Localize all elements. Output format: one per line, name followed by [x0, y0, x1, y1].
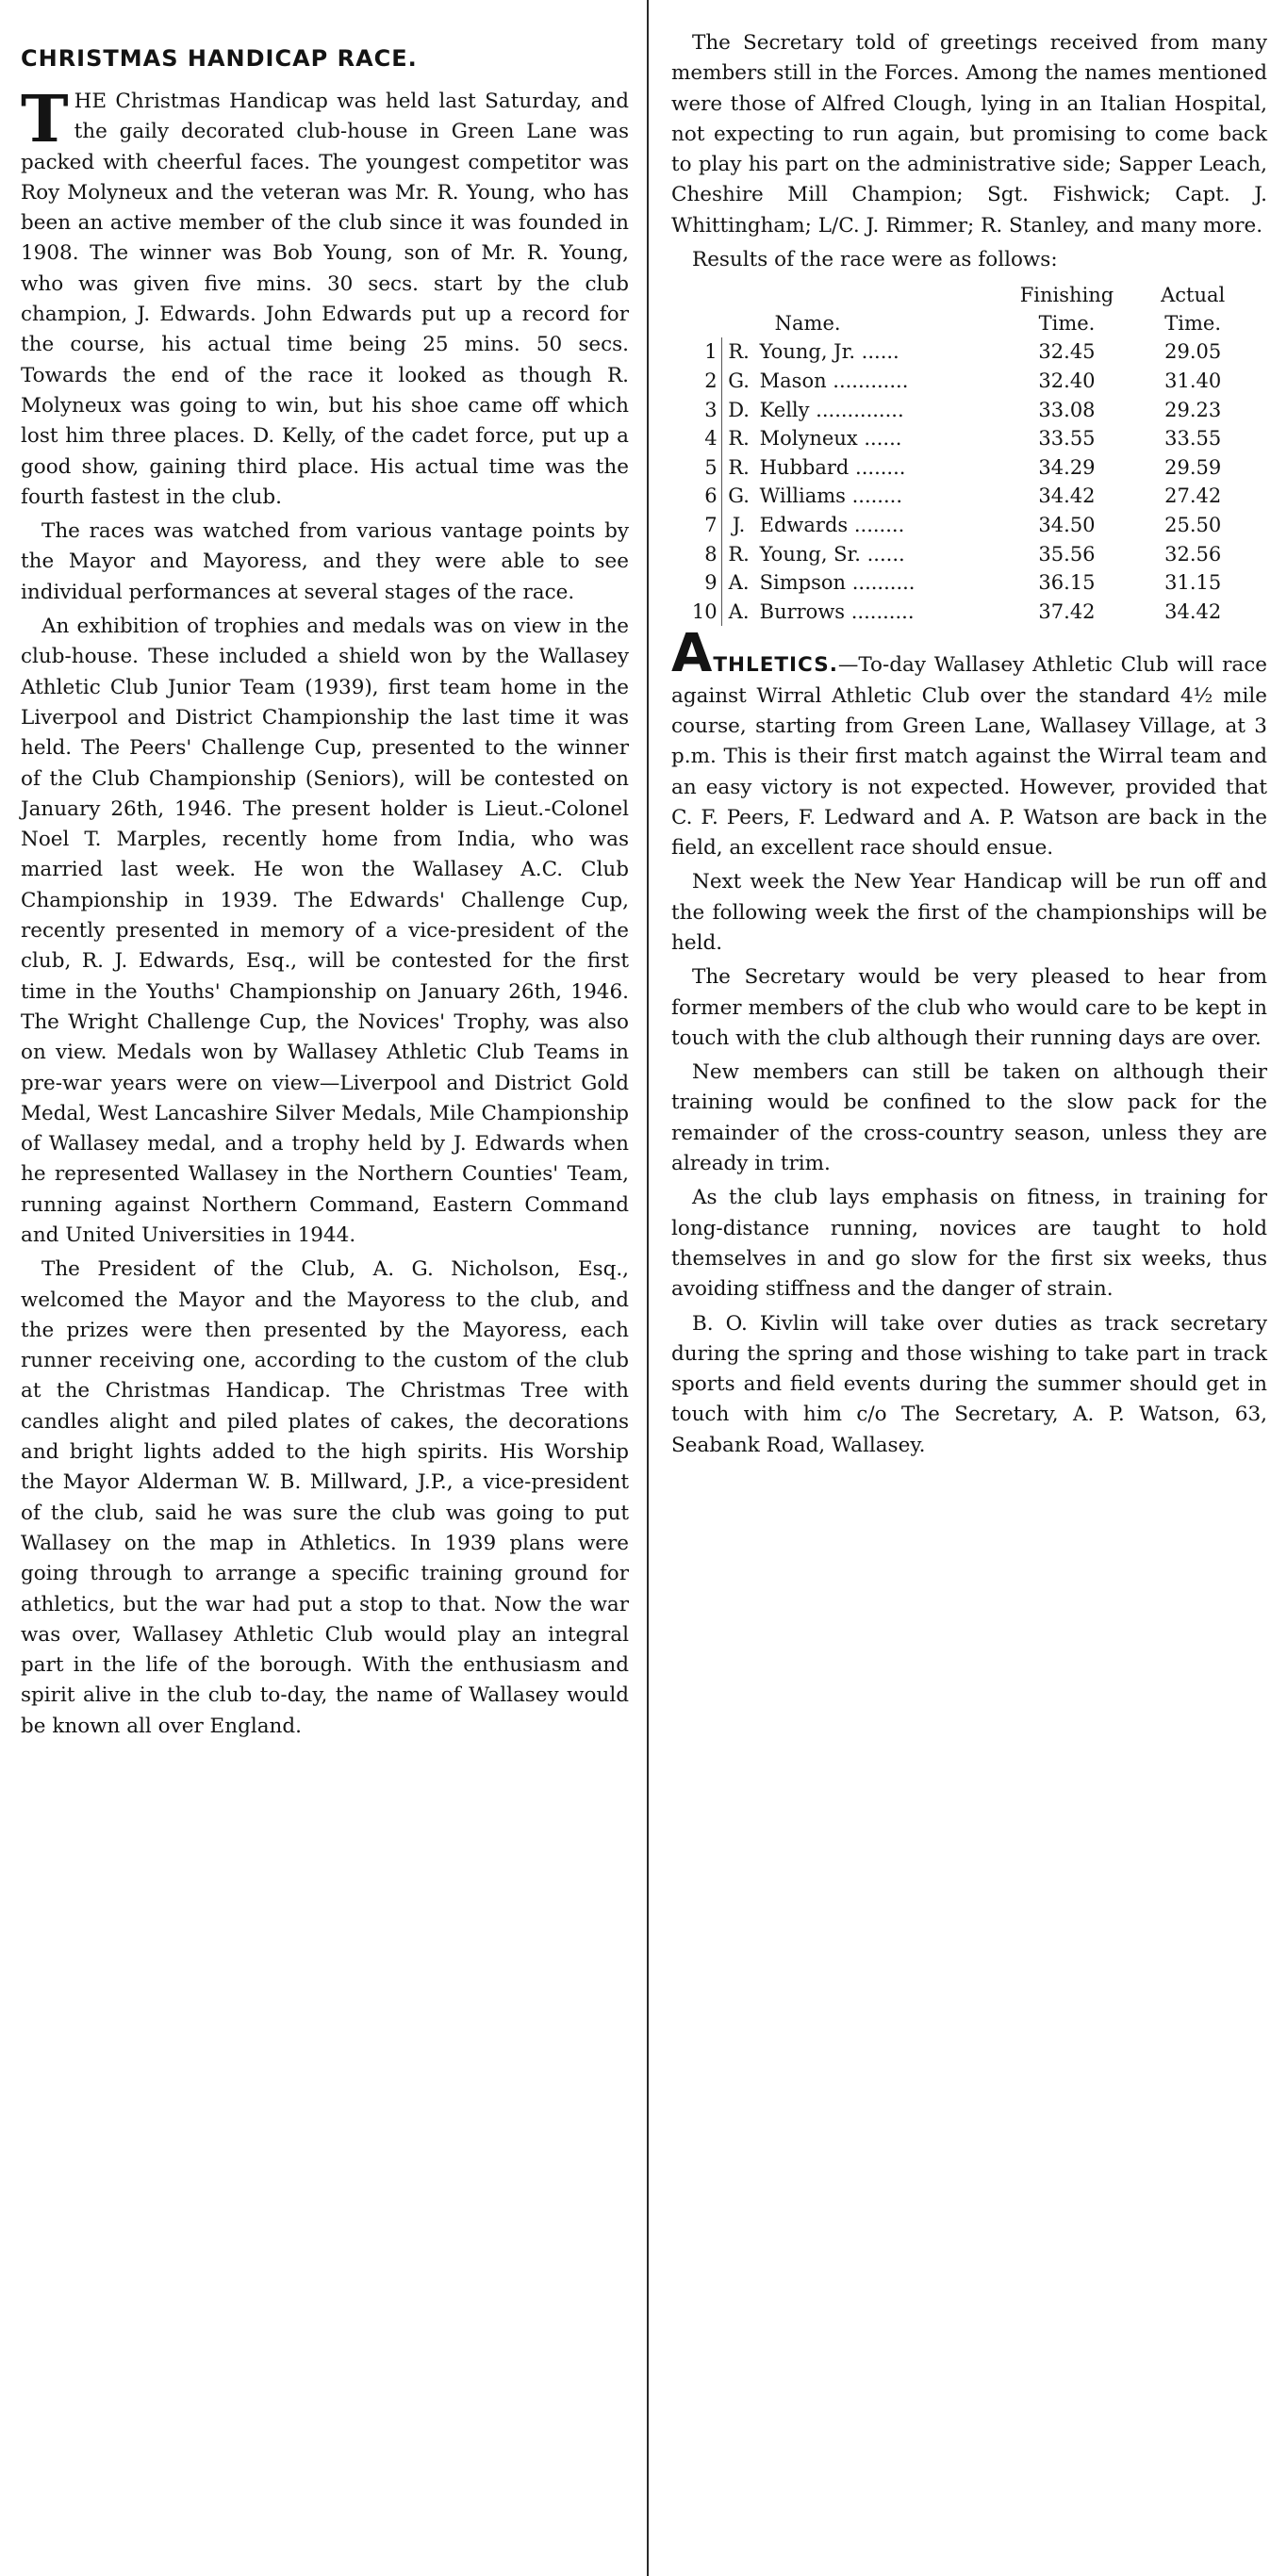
results-row — [679, 453, 1256, 483]
results-position: 5 — [704, 455, 718, 479]
results-initial: J. — [721, 511, 756, 540]
article-paragraph-4: The President of the Club, A. G. Nicholson, Esq., welcomed the Mayor and the Mayoress to the club, and the prizes were then presented by the Mayoress, each runner receiving one, according to the custom of the club at the Christmas Handicap. The Christmas Tree with candles alight and piled plates of cakes, the decorations and bright lights added to the high spirits. His Worship the Mayor Alderman W. B. Millward, J.P., a vice-president of the club, said he was sure the club was going to put Wallasey on the map in Athletics. In 1939 plans were going through to arrange a specific training ground for athletics, but the war had put a stop to that. Now the war was over, Wallasey Athletic Club would play an integral part in the life of the borough. With the enthusiasm and spirit alive in the club to-day, the name of Wallasey would be known all over England. — [21, 1257, 629, 1738]
results-name: Hubbard ........ — [759, 455, 906, 479]
results-actual-time: 29.05 — [1164, 340, 1222, 364]
fitness-paragraph: As the club lays emphasis on fitness, in training for long-distance running, novices are taught to hold themselves in and go slow for the first six weeks, thus avoiding stiffness and the danger of strain. — [671, 1186, 1267, 1302]
results-name: Molyneux ...... — [759, 427, 902, 451]
results-position: 3 — [704, 398, 718, 421]
results-row — [679, 598, 1256, 627]
results-name: Simpson .......... — [759, 571, 916, 595]
results-header-finishing-time: Finishing Time. — [1019, 284, 1114, 336]
results-actual-time: 33.55 — [1164, 427, 1222, 451]
results-row — [679, 367, 1256, 396]
results-finishing-time: 33.55 — [1038, 427, 1096, 451]
results-position: 7 — [704, 513, 718, 536]
results-header-actual-time: Actual Time. — [1161, 284, 1226, 336]
results-initial: R. — [721, 453, 756, 483]
results-name: Williams ........ — [759, 484, 903, 508]
results-initial: G. — [721, 367, 756, 396]
results-initial: A. — [721, 598, 756, 627]
results-name: Edwards ........ — [759, 513, 905, 536]
results-row — [679, 540, 1256, 569]
left-column — [21, 45, 629, 1746]
column-divider — [647, 0, 649, 2576]
results-name: Young, Jr. ...... — [759, 340, 899, 364]
results-actual-time: 29.23 — [1164, 398, 1222, 421]
results-finishing-time: 32.45 — [1038, 340, 1096, 364]
results-actual-time: 29.59 — [1164, 455, 1222, 479]
results-name: Burrows .......... — [759, 599, 915, 623]
results-initial: A. — [721, 568, 756, 598]
results-finishing-time: 34.50 — [1038, 513, 1096, 536]
results-table — [679, 281, 1256, 626]
results-initial: D. — [721, 396, 756, 425]
athletics-text: —To-day Wallasey Athletic Club will race against Wirral Athletic Club over the standard 4½ mile course, starting from Green Lane, Wallasey Village, at 3 p.m. This is their first match against the Wirral team and an easy victory is not expected. However, provided that C. F. Peers, F. Ledward and A. P. Watson are back in the field, an excellent race should ensue. — [671, 653, 1267, 861]
results-position: 8 — [704, 542, 718, 566]
results-body — [679, 337, 1256, 626]
results-name: Kelly .............. — [759, 398, 904, 421]
results-initial: R. — [721, 337, 756, 367]
results-position: 1 — [704, 340, 718, 364]
results-row — [679, 482, 1256, 511]
athletics-initial: A — [671, 623, 714, 685]
results-position: 4 — [704, 427, 718, 451]
new-members-paragraph: New members can still be taken on although their training would be confined to the slow pack for the remainder of the cross-country season, unless they are already in trim. — [671, 1060, 1267, 1176]
headline: CHRISTMAS HANDICAP RACE. — [21, 45, 418, 72]
results-position: 10 — [691, 599, 718, 623]
athletics-lead — [671, 623, 838, 685]
results-finishing-time: 34.42 — [1038, 484, 1096, 508]
results-row — [679, 337, 1256, 367]
article-paragraph-2: The races was watched from various vantage points by the Mayor and Mayoress, and they were able to see individual performances at several stages of the race. — [21, 519, 629, 604]
results-position: 9 — [704, 571, 718, 595]
results-actual-time: 32.56 — [1164, 542, 1222, 566]
results-header-name: Name. — [774, 312, 841, 336]
article-paragraph-3: An exhibition of trophies and medals was on view in the club-house. These included a shield won by the Wallasey Athletic Club Junior Team (1939), first team home in the Liverpool and District Championship the last time it was held. The Peers' Challenge Cup, presented to the winner of the Club Championship (Seniors), will be contested on January 26th, 1946. The present holder is Lieut.-Colonel Noel T. Marples, recently home from India, who was married last week. He won the Wallasey A.C. Club Championship in 1939. The Edwards' Challenge Cup, recently presented in memory of a vice-president of the club, R. J. Edwards, Esq., will be contested for the first time in the Youths' Championship on January 26th, 1946. The Wright Challenge Cup, the Novices' Trophy, was also on view. Medals won by Wallasey Athletic Club Teams in pre-war years were on view—Liverpool and District Gold Medal, West Lancashire Silver Medals, Mile Championship of Wallasey medal, and a trophy held by J. Edwards when he represented Wallasey in the Northern Counties' Team, running against Northern Command, Eastern Command and United Universities in 1944. — [21, 615, 629, 1247]
results-row — [679, 511, 1256, 540]
results-name: Mason ............ — [759, 369, 909, 392]
results-row — [679, 396, 1256, 425]
results-initial: R. — [721, 540, 756, 569]
secretary-greetings-paragraph: The Secretary told of greetings received from many members still in the Forces. Among the names mentioned were those of Alfred Clough, lying in an Italian Hospital, not expecting to run again, but promising to come back to play his part on the administrative side; Sapper Leach, Cheshire Mill Champion; Sgt. Fishwick; Capt. J. Whittingham; L/C. J. Rimmer; R. Stanley, and many more. — [671, 31, 1267, 238]
results-actual-time: 27.42 — [1164, 484, 1222, 508]
new-year-handicap-paragraph: Next week the New Year Handicap will be run off and the following week the first of the championships will be held. — [671, 870, 1267, 955]
results-finishing-time: 37.42 — [1038, 599, 1096, 623]
results-row — [679, 424, 1256, 453]
results-intro: Results of the race were as follows: — [692, 248, 1058, 272]
former-members-paragraph: The Secretary would be very pleased to hear from former members of the club who would care to be kept in touch with the club although their running days are over. — [671, 965, 1267, 1050]
right-column — [671, 28, 1267, 1465]
results-initial: G. — [721, 482, 756, 511]
athletics-paragraph — [671, 623, 1267, 863]
results-position: 6 — [704, 484, 718, 508]
results-actual-time: 25.50 — [1164, 513, 1222, 536]
results-position: 2 — [704, 369, 718, 392]
athletics-word: THLETICS. — [713, 653, 838, 678]
track-secretary-paragraph: B. O. Kivlin will take over duties as track secretary during the spring and those wishing to take part in track sports and field events during the summer should get in touch with him c/o The Secretary, A. P. Watson, 63, Seabank Road, Wallasey. — [671, 1311, 1267, 1457]
article-paragraph-1: THE Christmas Handicap was held last Saturday, and the gaily decorated club-house in Green Lane was packed with cheerful faces. The youngest competitor was Roy Molyneux and the veteran was Mr. R. Young, who has been an active member of the club since it was founded in 1908. The winner was Bob Young, son of Mr. R. Young, who was given five mins. 30 secs. start by the club champion, J. Edwards. John Edwards put up a record for the course, his actual time being 25 mins. 50 secs. Towards the end of the race it looked as though R. Molyneux was going to win, but his shoe came off which lost him three places. D. Kelly, of the cadet force, put up a good show, gaining third place. His actual time was the fourth fastest in the club. — [21, 82, 629, 509]
results-name: Young, Sr. ...... — [759, 542, 905, 566]
results-finishing-time: 36.15 — [1038, 571, 1096, 595]
results-initial: R. — [721, 424, 756, 453]
results-finishing-time: 33.08 — [1038, 398, 1096, 421]
results-finishing-time: 34.29 — [1038, 455, 1096, 479]
results-header-row — [679, 281, 1256, 337]
results-finishing-time: 35.56 — [1038, 542, 1096, 566]
results-actual-time: 31.15 — [1164, 571, 1222, 595]
results-actual-time: 34.42 — [1164, 599, 1222, 623]
drop-cap: T — [21, 82, 69, 157]
results-row — [679, 568, 1256, 598]
results-actual-time: 31.40 — [1164, 369, 1222, 392]
results-finishing-time: 32.40 — [1038, 369, 1096, 392]
